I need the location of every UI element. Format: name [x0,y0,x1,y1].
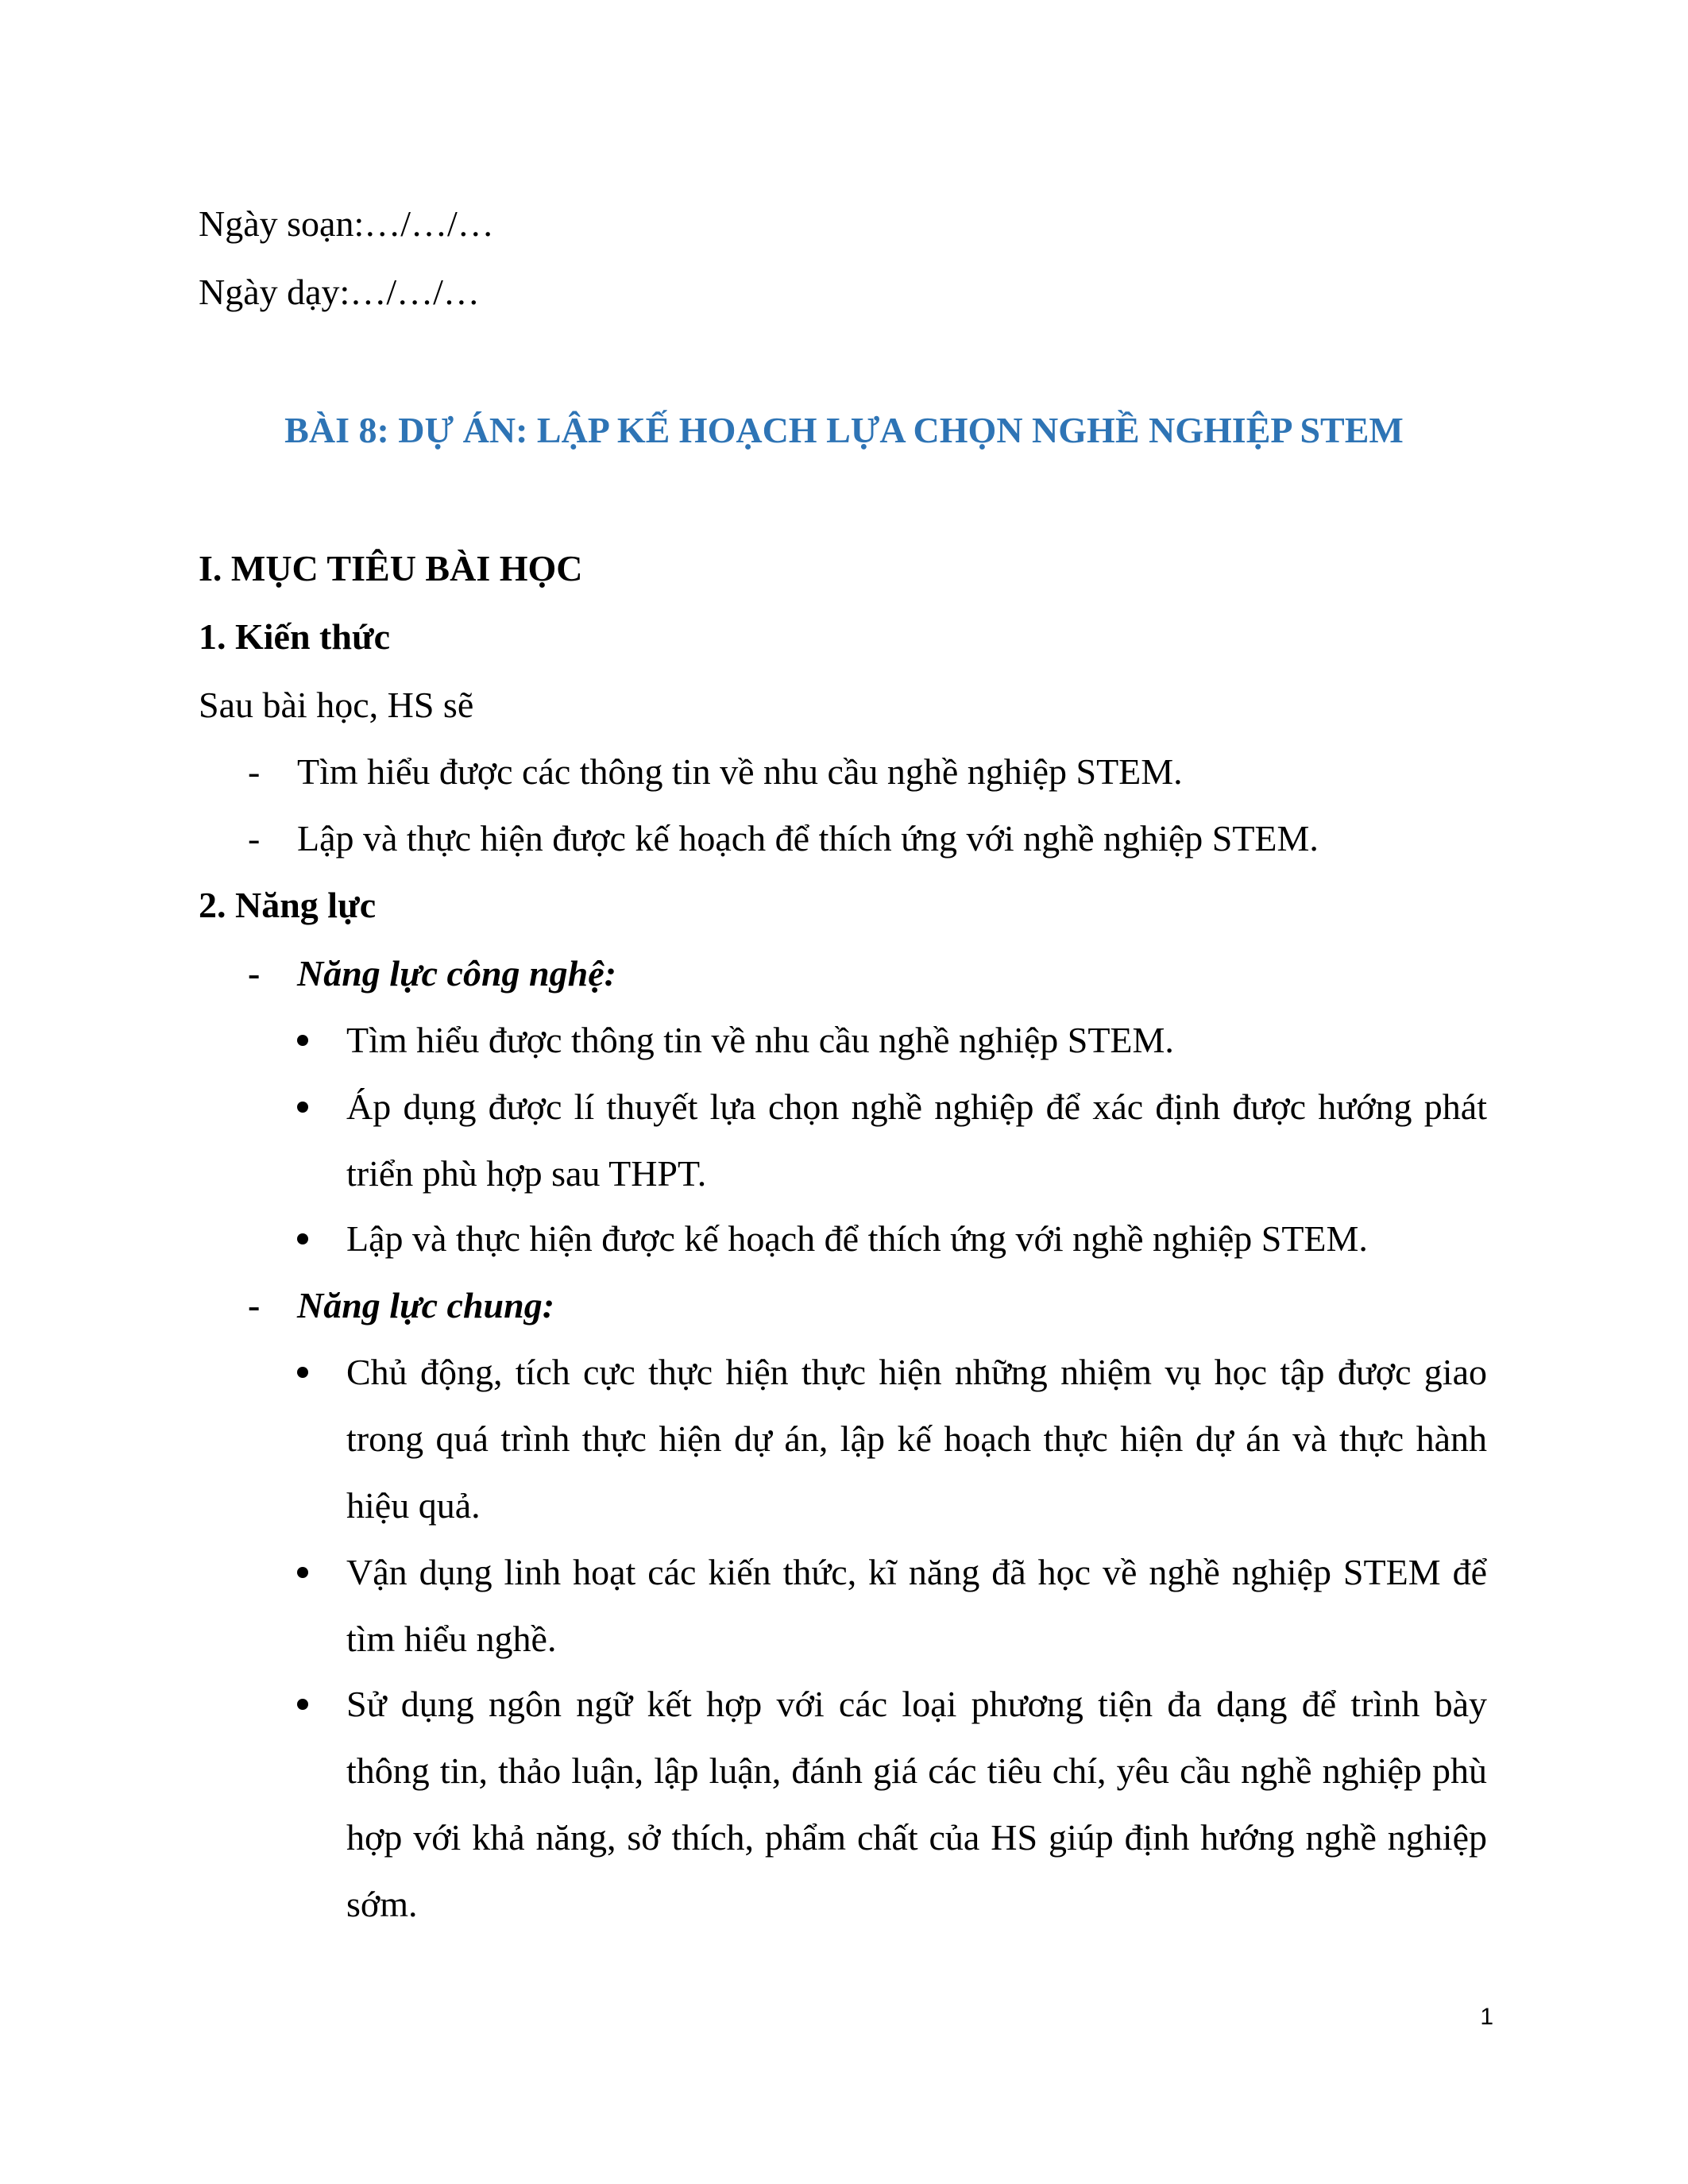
tech-competence-item-text: Tìm hiểu được thông tin về nhu cầu nghề nghiệp STEM. [346,1020,1174,1060]
bullet-icon [297,1035,308,1046]
bullet-icon [297,1233,308,1244]
tech-competence-label-text: Năng lực công nghệ: [297,953,616,994]
dash-marker: - [248,818,261,859]
bullet-icon [297,1367,308,1378]
bullet-icon [297,1699,308,1710]
lesson-title: BÀI 8: DỰ ÁN: LẬP KẾ HOẠCH LỰA CHỌN NGHỀ NGHIỆP STEM [284,410,1404,450]
bullet-icon [297,1102,308,1113]
section-objectives-heading: I. MỤC TIÊU BÀI HỌC [199,548,583,588]
dash-marker: - [248,1285,261,1325]
general-competence-item-text: Chủ động, tích cực thực hiện thực hiện những nhiệm vụ học tập được giao trong quá trình thực hiện dự án, lập kế hoạch thực hiện dự án và thực hành hiệu quả. [346,1352,1487,1526]
knowledge-intro: Sau bài học, HS sẽ [199,685,474,725]
dash-marker: - [248,953,261,994]
general-competence-item-text: Sử dụng ngôn ngữ kết hợp với các loại phương tiện đa dạng để trình bày thông tin, thảo luận, lập luận, đánh giá các tiêu chí, yêu cầu nghề nghiệp phù hợp với khả năng, sở thích, phẩm chất của HS giúp định hướng nghề nghiệp sớm. [346,1684,1487,1924]
tech-competence-item-text: Áp dụng được lí thuyết lựa chọn nghề nghiệp để xác định được hướng phát triển phù hợp sau THPT. [346,1086,1487,1194]
knowledge-heading: 1. Kiến thức [199,616,390,657]
bullet-icon [297,1567,308,1578]
competence-heading: 2. Năng lực [199,885,377,925]
dash-marker: - [248,751,261,792]
page-number: 1 [1480,2004,1493,2030]
general-competence-item-text: Vận dụng linh hoạt các kiến thức, kĩ năng đã học về nghề nghiệp STEM để tìm hiểu nghề. [346,1552,1487,1659]
knowledge-item-text: Tìm hiểu được các thông tin về nhu cầu nghề nghiệp STEM. [297,751,1183,792]
date-taught: Ngày dạy:…/…/… [199,272,480,312]
general-competence-label-text: Năng lực chung: [297,1285,555,1325]
knowledge-item-text: Lập và thực hiện được kế hoạch để thích ứng với nghề nghiệp STEM. [297,818,1319,859]
date-prepared: Ngày soạn:…/…/… [199,203,494,244]
tech-competence-item-text: Lập và thực hiện được kế hoạch để thích ứng với nghề nghiệp STEM. [346,1218,1368,1259]
